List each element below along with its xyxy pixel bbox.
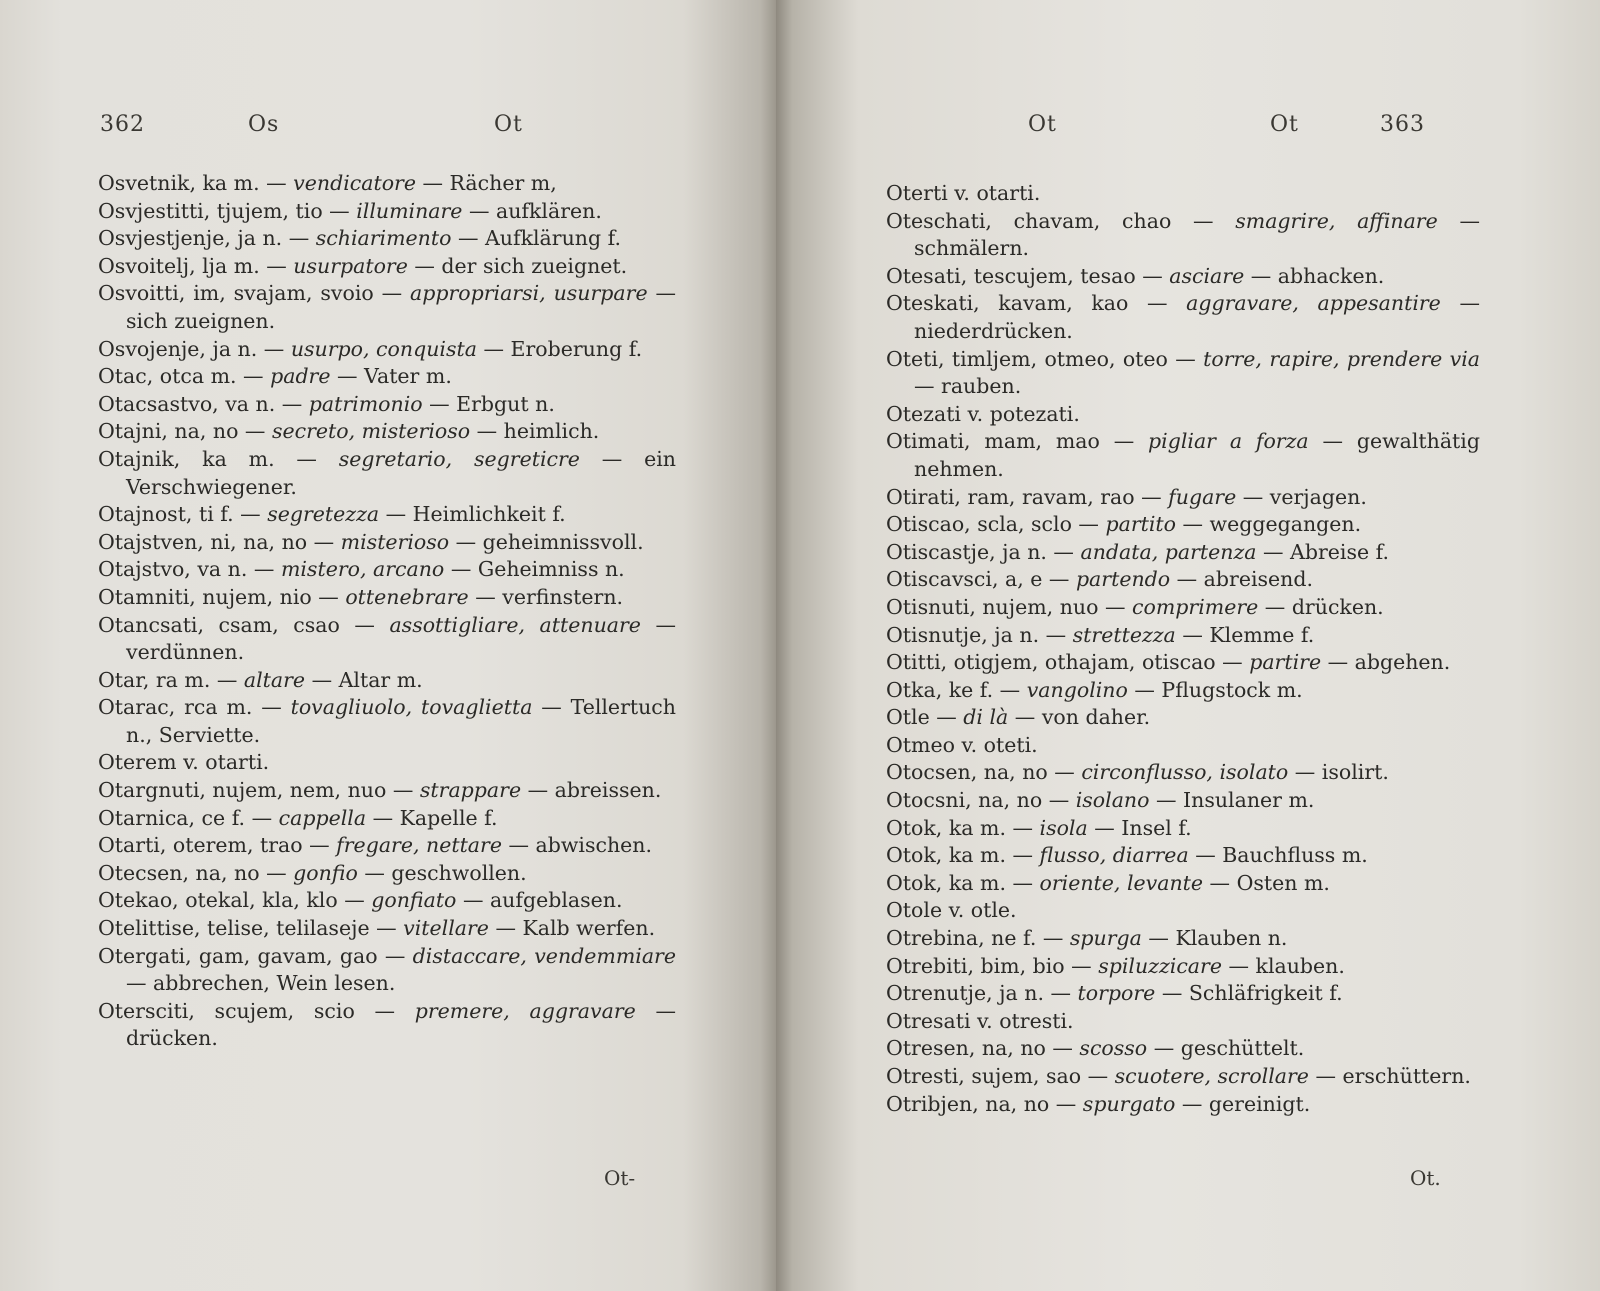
dictionary-entry — [886, 677, 1480, 705]
entry-german: — abbrechen, Wein lesen. — [126, 971, 396, 996]
entry-german: — Erbgut n. — [429, 391, 555, 416]
entry-italian: spiluzzicare — [1098, 953, 1222, 978]
entry-italian: cappella — [278, 805, 367, 830]
entry-german: — schmälern. — [914, 208, 1480, 261]
dictionary-entry — [98, 887, 676, 915]
entry-italian: premere, aggravare — [414, 998, 636, 1023]
entry-headword: Otresen, na, no — — [886, 1036, 1073, 1061]
entry-german: — ein Verschwiegener. — [126, 446, 676, 499]
entry-headword: Osvoitelj, lja m. — — [98, 253, 287, 278]
entry-italian: altare — [243, 667, 306, 692]
entry-headword: Osvetnik, ka m. — — [98, 171, 287, 195]
running-head-left: Ot — [1028, 112, 1057, 137]
entry-italian: fugare — [1168, 484, 1237, 509]
dictionary-entry — [886, 346, 1480, 401]
dictionary-entry — [98, 915, 676, 943]
entry-italian: strappare — [419, 778, 522, 803]
entry-german: — drücken. — [1264, 594, 1384, 619]
entry-italian: smagrire, affinare — [1235, 208, 1438, 233]
page-number: 363 — [1380, 112, 1425, 137]
entry-headword: Otesati, tescujem, tesao — — [886, 263, 1163, 288]
entry-italian: segretario, segreticre — [338, 446, 580, 471]
dictionary-entry — [886, 953, 1480, 981]
entry-italian: flusso, diarrea — [1039, 843, 1189, 868]
entry-italian: tovagliuolo, tovaglietta — [290, 695, 533, 720]
entry-headword: Otimati, mam, mao — — [886, 429, 1135, 454]
entry-italian: spurgato — [1082, 1091, 1176, 1116]
dictionary-entry — [98, 418, 676, 446]
dictionary-entry — [886, 815, 1480, 843]
entry-italian: oriente, levante — [1039, 870, 1204, 895]
entry-german: — abwischen. — [508, 833, 653, 858]
entry-italian: vendicatore — [293, 171, 416, 195]
dictionary-entry — [98, 280, 676, 335]
entry-italian: distaccare, vendemmiare — [412, 943, 676, 968]
dictionary-entry — [886, 1035, 1480, 1063]
dictionary-entry — [98, 225, 676, 253]
entry-german: — Kalb werfen. — [495, 916, 656, 941]
entry-german: — Klauben n. — [1148, 926, 1288, 951]
entry-german: — verdünnen. — [126, 612, 676, 665]
entry-german: — Insulaner m. — [1156, 788, 1315, 813]
entry-german: — abgehen. — [1327, 650, 1451, 675]
entry-italian: schiarimento — [315, 226, 452, 251]
entry-italian: segretezza — [267, 502, 380, 527]
entry-headword: Oteschati, chavam, chao — — [886, 208, 1214, 233]
page-number: 362 — [100, 112, 145, 137]
entry-italian: scuotere, scrollare — [1114, 1064, 1309, 1088]
entry-italian: asciare — [1169, 263, 1245, 288]
entry-german: — der sich zueignet. — [414, 253, 628, 278]
entry-headword: Otekao, otekal, kla, klo — — [98, 888, 365, 913]
dictionary-entry — [98, 446, 676, 501]
dictionary-entry — [98, 667, 676, 695]
dictionary-entry — [98, 694, 676, 749]
entry-italian: di là — [963, 705, 1009, 730]
entry-headword: Oterem v. otarti. — [98, 750, 270, 775]
entry-headword: Otrenutje, ja n. — — [886, 981, 1071, 1006]
dictionary-entry — [886, 539, 1480, 567]
dictionary-entry — [886, 401, 1480, 429]
entry-headword: Otacsastvo, va n. — — [98, 391, 303, 416]
entry-italian: vangolino — [1026, 677, 1128, 702]
entry-german: — Pflugstock m. — [1134, 677, 1303, 702]
dictionary-entry — [98, 612, 676, 667]
entry-headword: Otergati, gam, gavam, gao — — [98, 943, 406, 968]
entry-german: — abreissen. — [527, 778, 662, 803]
entry-headword: Otirati, ram, ravam, rao — — [886, 484, 1162, 509]
entry-headword: Otole v. otle. — [886, 898, 1017, 923]
dictionary-entry — [886, 732, 1480, 760]
entry-german: — Bauchfluss m. — [1195, 843, 1368, 868]
entry-german: — geschwollen. — [364, 860, 527, 885]
entry-italian: isolano — [1075, 788, 1150, 813]
entry-headword: Otargnuti, nujem, nem, nuo — — [98, 778, 414, 803]
dictionary-entry — [886, 787, 1480, 815]
entry-headword: Otarti, oterem, trao — — [98, 833, 330, 858]
dictionary-entry — [886, 594, 1480, 622]
catchword: Ot. — [1410, 1166, 1441, 1190]
entry-headword: Otresati v. otresti. — [886, 1008, 1074, 1033]
entry-german: — Klemme f. — [1182, 622, 1315, 647]
entry-headword: Otajstvo, va n. — — [98, 557, 275, 582]
entry-german: — Eroberung f. — [483, 336, 643, 361]
dictionary-entry — [886, 511, 1480, 539]
entry-german: — aufklären. — [468, 198, 602, 223]
entry-headword: Otiscavsci, a, e — — [886, 567, 1070, 592]
catchword: Ot- — [604, 1166, 636, 1190]
right-page — [776, 0, 1600, 1291]
dictionary-entry — [886, 428, 1480, 483]
left-page — [0, 0, 776, 1291]
entry-italian: mistero, arcano — [280, 557, 445, 582]
entry-list — [98, 170, 676, 1053]
entry-headword: Otok, ka m. — — [886, 843, 1033, 868]
entry-headword: Otar, ra m. — — [98, 667, 238, 692]
entry-italian: fregare, nettare — [336, 833, 502, 858]
entry-headword: Otersciti, scujem, scio — — [98, 998, 396, 1023]
entry-german: — klauben. — [1228, 953, 1345, 978]
entry-german: — von daher. — [1014, 705, 1151, 730]
entry-headword: Otiscao, scla, sclo — — [886, 512, 1099, 537]
entry-italian: scosso — [1079, 1036, 1148, 1061]
entry-headword: Otarnica, ce f. — — [98, 805, 273, 830]
entry-german: — Osten m. — [1209, 870, 1330, 895]
entry-headword: Otelittise, telise, telilaseje — — [98, 916, 397, 941]
dictionary-entry — [98, 749, 676, 777]
entry-headword: Otancsati, csam, csao — — [98, 612, 375, 637]
entry-german: — Heimlichkeit f. — [385, 502, 566, 527]
entry-german: — Geheimniss n. — [450, 557, 625, 582]
entry-headword: Otribjen, na, no — — [886, 1091, 1077, 1116]
entry-italian: ottenebrare — [345, 584, 469, 609]
entry-italian: aggravare, appesantire — [1186, 291, 1441, 316]
dictionary-entry — [98, 805, 676, 833]
entry-italian: appropriarsi, usurpare — [410, 281, 648, 306]
dictionary-entry — [98, 556, 676, 584]
entry-german: — erschüttern. — [1315, 1064, 1471, 1088]
entry-italian: secreto, misterioso — [271, 419, 471, 444]
dictionary-entry — [886, 759, 1480, 787]
entry-headword: Otitti, otigjem, othajam, otiscao — — [886, 650, 1243, 675]
dictionary-entry — [98, 363, 676, 391]
entry-italian: usurpatore — [293, 253, 408, 278]
dictionary-entry — [886, 649, 1480, 677]
entry-german: — Vater m. — [337, 364, 452, 389]
entry-german: — niederdrücken. — [914, 291, 1480, 343]
entry-italian: patrimonio — [308, 391, 423, 416]
entry-german: — drücken. — [126, 998, 676, 1051]
entry-german: — heimlich. — [476, 419, 600, 444]
dictionary-entry — [886, 704, 1480, 732]
entry-headword: Osvoitti, im, svajam, svoio — — [98, 281, 403, 306]
entry-german: — abreisend. — [1176, 567, 1313, 592]
entry-german: — Schläfrigkeit f. — [1161, 981, 1343, 1006]
entry-list — [886, 180, 1480, 1118]
dictionary-entry — [886, 290, 1480, 345]
entry-italian: torre, rapire, prendere via — [1203, 346, 1480, 371]
dictionary-entry — [98, 198, 676, 226]
entry-german: — Tellertuch n., Serviette. — [126, 695, 676, 747]
entry-headword: Otac, otca m. — — [98, 364, 264, 389]
dictionary-entry — [886, 484, 1480, 512]
entry-headword: Otecsen, na, no — — [98, 860, 287, 885]
entry-headword: Otajnost, ti f. — — [98, 502, 261, 527]
entry-headword: Otezati v. potezati. — [886, 401, 1080, 426]
dictionary-entry — [98, 501, 676, 529]
dictionary-entry — [886, 622, 1480, 650]
dictionary-entry — [98, 584, 676, 612]
entry-italian: illuminare — [356, 198, 463, 223]
entry-headword: Otamniti, nujem, nio — — [98, 584, 339, 609]
entry-italian: vitellare — [403, 916, 489, 941]
dictionary-entry — [886, 925, 1480, 953]
entry-headword: Otocsen, na, no — — [886, 760, 1075, 785]
entry-italian: isola — [1039, 815, 1088, 840]
entry-italian: partito — [1105, 512, 1176, 537]
dictionary-entry — [886, 566, 1480, 594]
dictionary-entry — [886, 263, 1480, 291]
entry-headword: Osvojenje, ja n. — — [98, 336, 285, 361]
entry-headword: Otok, ka m. — — [886, 815, 1033, 840]
entry-italian: comprimere — [1132, 594, 1259, 619]
running-head-right: Ot — [1270, 112, 1299, 137]
entry-headword: Otok, ka m. — — [886, 870, 1033, 895]
entry-german: — gereinigt. — [1181, 1091, 1311, 1116]
entry-headword: Otajnik, ka m. — — [98, 446, 317, 471]
dictionary-entry — [98, 170, 676, 198]
entry-headword: Osvjestitti, tjujem, tio — — [98, 198, 350, 223]
entry-headword: Otrebiti, bim, bio — — [886, 953, 1092, 978]
dictionary-entry — [98, 391, 676, 419]
entry-headword: Otle — — [886, 705, 957, 730]
entry-italian: torpore — [1077, 981, 1156, 1006]
entry-german: — sich zueignen. — [126, 281, 676, 333]
entry-german: — abhacken. — [1250, 263, 1385, 288]
entry-german: — gewalthätig nehmen. — [914, 429, 1480, 481]
dictionary-entry — [886, 897, 1480, 925]
entry-headword: Otisnuti, nujem, nuo — — [886, 594, 1126, 619]
entry-italian: strettezza — [1072, 622, 1176, 647]
entry-german: — geschüttelt. — [1153, 1036, 1305, 1061]
entry-italian: padre — [270, 364, 331, 389]
dictionary-entry — [886, 180, 1480, 208]
dictionary-entry — [98, 943, 676, 998]
entry-headword: Otresti, sujem, sao — — [886, 1064, 1109, 1088]
entry-italian: spurga — [1069, 926, 1142, 951]
dictionary-entry — [98, 777, 676, 805]
entry-german: — Rächer m, — [422, 171, 557, 195]
entry-headword: Otajni, na, no — — [98, 419, 266, 444]
entry-german: — Altar m. — [311, 667, 423, 692]
dictionary-entry — [98, 832, 676, 860]
entry-italian: andata, partenza — [1080, 539, 1257, 564]
entry-italian: gonfiato — [371, 888, 457, 913]
entry-italian: pigliar a forza — [1148, 429, 1309, 454]
dictionary-entry — [886, 1063, 1480, 1091]
entry-italian: gonfio — [293, 860, 358, 885]
dictionary-entry — [98, 998, 676, 1053]
entry-german: — aufgeblasen. — [462, 888, 623, 913]
running-head-right: Ot — [494, 112, 523, 137]
running-head-left: Os — [248, 112, 280, 137]
entry-german: — geheimnissvoll. — [455, 529, 644, 554]
dictionary-entry — [886, 1008, 1480, 1036]
entry-german: — weggegangen. — [1182, 512, 1362, 537]
entry-headword: Otocsni, na, no — — [886, 788, 1070, 813]
entry-italian: partire — [1249, 650, 1322, 675]
entry-headword: Otmeo v. oteti. — [886, 732, 1038, 757]
entry-german: — isolirt. — [1294, 760, 1389, 785]
entry-headword: Oterti v. otarti. — [886, 181, 1041, 205]
entry-german: — verjagen. — [1242, 484, 1367, 509]
entry-headword: Otka, ke f. — — [886, 677, 1021, 702]
entry-italian: circonflusso, isolato — [1081, 760, 1289, 785]
entry-german: — Insel f. — [1094, 815, 1192, 840]
entry-headword: Otisnutje, ja n. — — [886, 622, 1067, 647]
entry-headword: Otajstven, ni, na, no — — [98, 529, 335, 554]
entry-headword: Otrebina, ne f. — — [886, 926, 1064, 951]
dictionary-entry — [98, 860, 676, 888]
entry-german: — Kapelle f. — [372, 805, 498, 830]
dictionary-entry — [886, 842, 1480, 870]
entry-headword: Osvjestjenje, ja n. — — [98, 226, 310, 251]
dictionary-entry — [98, 253, 676, 281]
entry-headword: Oteti, timljem, otmeo, oteo — — [886, 346, 1196, 371]
dictionary-entry — [886, 208, 1480, 263]
entry-headword: Otiscastje, ja n. — — [886, 539, 1074, 564]
entry-headword: Oteskati, kavam, kao — — [886, 291, 1168, 316]
entry-german: — verfinstern. — [475, 584, 624, 609]
dictionary-entry — [98, 336, 676, 364]
entry-headword: Otarac, rca m. — — [98, 695, 282, 720]
entry-italian: assottigliare, attenuare — [389, 612, 641, 637]
entry-italian: usurpo, conquista — [290, 336, 477, 361]
entry-german: — Abreise f. — [1263, 539, 1389, 564]
entry-italian: misterioso — [340, 529, 450, 554]
entry-italian: partendo — [1075, 567, 1171, 592]
entry-german: — rauben. — [914, 374, 1022, 399]
dictionary-entry — [886, 870, 1480, 898]
dictionary-entry — [886, 980, 1480, 1008]
dictionary-entry — [886, 1091, 1480, 1119]
entry-german: — Aufklärung f. — [457, 226, 621, 251]
dictionary-entry — [98, 529, 676, 557]
